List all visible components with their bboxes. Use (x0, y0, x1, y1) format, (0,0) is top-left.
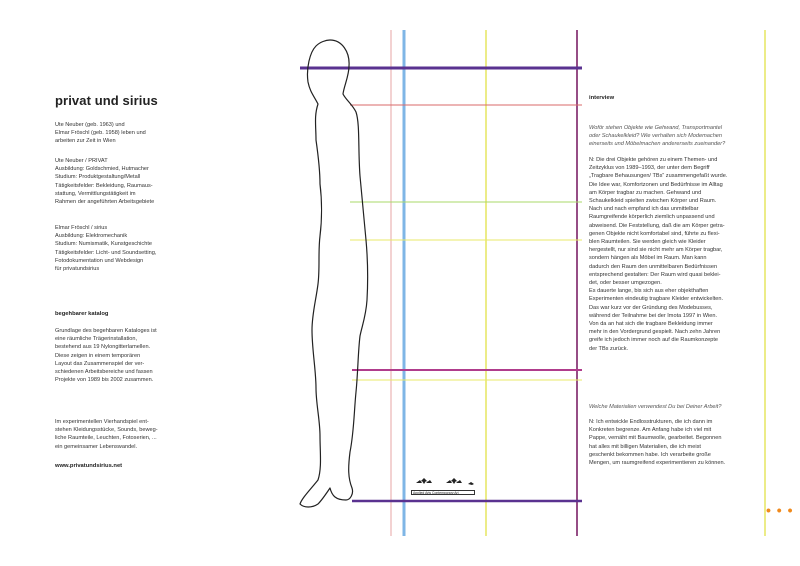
website-link[interactable]: www.privatundsirius.net (55, 463, 123, 469)
privat-line: Ute Neuber / PRIVAT (55, 158, 108, 164)
interview-heading: interview (589, 95, 615, 101)
answer-line: Zeitzyklus von 1989–1993, der unter dem Begriff (589, 165, 710, 172)
spiel-line: Im experimentellen Vierhandspiel ent- (55, 419, 149, 425)
katalog-line: Grundlage des begehbaren Kataloges ist (55, 328, 157, 334)
answer-line: sondern hängen als Möbel im Raum. Man kann (589, 255, 707, 262)
answer-line: hergestellt, nur sind sie nicht mehr am Körper tragbar, (589, 247, 723, 254)
answer-line: blen Raumteilen. Sie werden gleich wie Kleider (589, 239, 706, 246)
spiel-paragraph (55, 418, 215, 451)
question-2: Welche Materialien verwendest Du bei Deiner Arbeit? (589, 404, 722, 410)
answer-line: hat alles mit billigen Materialien, die ich meist (589, 443, 701, 450)
eagle-icon (468, 482, 474, 485)
sirius-line: Ausbildung: Elektromechanik (55, 233, 128, 240)
answer-line: Mengen, um raumgreifend experimentieren zu können. (589, 460, 726, 467)
answer-2 (589, 418, 759, 467)
privat-line: stattung, Vermittlungstätigkeit im (55, 190, 136, 197)
katalog-heading: begehbarer katalog (55, 311, 109, 317)
privat-line: Rahmen der angeführten Arbeitsgebiete (55, 199, 155, 206)
answer-line: Das war kurz vor der Gründung des Modebusses, (589, 304, 713, 311)
question-line: einerseits und Möbelmachen andererseits zueinander? (589, 141, 726, 148)
sirius-line: Elmar Fröschl / sirius (55, 225, 108, 231)
answer-line: Pappe, vernäht mit Baumwolle, gearbeitet. Begonnen (589, 435, 722, 442)
sirius-paragraph (55, 224, 215, 273)
answer-line: N: Die drei Objekte gehören zu einem Themen- und (589, 157, 718, 163)
answer-line: abweisend. Die Feststellung, daß die am Körper getra- (589, 222, 725, 229)
sirius-line: Tätigkeitsfelder: Licht- und Soundsetting, (55, 249, 157, 256)
answer-line: mehr in den Vordergrund gespielt. Nach zehn Jahren (589, 329, 721, 336)
answer-line: entsprechend gestalten: Der Raum wird quasi beklei- (589, 271, 721, 278)
answer-line: genen Objekte nicht komfortabel sind, führte zu flexi- (589, 230, 720, 237)
answer-line: det, oder besser umgezogen. (589, 280, 662, 287)
privat-line: Studium: Produktgestaltung/Metall (55, 174, 141, 181)
page-title: privat und sirius (55, 93, 158, 108)
privat-paragraph (55, 157, 215, 206)
answer-line: N: Ich entwickle Endlosstrukturen, die ich dann im (589, 419, 713, 425)
spiel-line: liche Raumteile, Leuchten, Fotoserien, ... (55, 435, 157, 442)
privat-line: Ausbildung: Goldschmied, Hutmacher (55, 166, 149, 173)
answer-line: Schaukelkleid spielten zwischen Körper und Raum. (589, 198, 717, 205)
answer-line: Konkreten begrenze. Am Anfang habe ich viel mit (589, 427, 712, 434)
katalog-line: Projekte von 1989 bis 2002 zusammen. (55, 377, 154, 384)
answer-line: geschenkt bekommen habe. Ich verarbeite große (589, 451, 711, 458)
answer-line: der TBs zurück. (589, 345, 629, 352)
answer-line: Von da an hat sich die tragbare Bekleidung immer (589, 321, 713, 328)
katalog-line: Diese zeigen in einem temporären (55, 352, 141, 359)
intro-line: Ute Neuber (geb. 1963) und (55, 122, 125, 128)
katalog-line: Layout das Zusammenspiel der ver- (55, 360, 145, 367)
answer-line: Die Idee war, Komfortzonen und Bedürfnisse im Alltag (589, 181, 723, 188)
eagle-icon (446, 478, 462, 484)
answer-line: Raumgreifende körperlich ziemlich unpassend und (589, 214, 715, 221)
answer-line: Experimenten eindeutig tragbare Kleider entwickelten. (589, 296, 724, 303)
question-line: oder Schaukelkleid? Wie verhalten sich Modemachen (589, 133, 723, 140)
answer-line: dadurch den Raum den unmittelbaren Bedürfnissen (589, 263, 718, 270)
sirius-line: für privatundsirius (55, 266, 100, 273)
intro-paragraph (55, 121, 215, 146)
answer-line: greife ich jedoch immer noch auf die Raumkonzepte (589, 337, 719, 344)
answer-line: während der Teilnahme bei der Imota 1997 in Wien. (589, 312, 718, 319)
woman-silhouette (300, 40, 368, 507)
question-line: Woför stehen Objekte wie Gehwand, Transportmantel (589, 125, 722, 131)
sirius-line: Studium: Numismatik, Kunstgeschichte (55, 241, 152, 248)
question-1 (589, 124, 759, 149)
katalog-line: schiedenen Arbeitsbereiche und fassen (55, 369, 153, 376)
answer-line: „Tragbare Behausungen/ TBs“ zusammengefaßt wurde. (589, 173, 728, 180)
sirius-line: Fotodokumentation und Webdesign (55, 257, 144, 264)
pagination-dots[interactable]: • • • (766, 502, 794, 518)
answer-line: am Körper tragbar zu machen. Gehwand und (589, 189, 702, 196)
sponsor-label: Applied Arts Contemporary Art (411, 490, 475, 495)
katalog-paragraph (55, 327, 215, 384)
katalog-line: eine räumliche Trägerinstallation, (55, 336, 138, 343)
intro-line: Elmar Fröschl (geb. 1958) leben und (55, 130, 146, 137)
spiel-line: ein gemeinsamer Lebenswandel. (55, 443, 138, 450)
eagle-icon (416, 478, 432, 484)
answer-line: Nach und nach empfand ich das unmittelbar (589, 206, 699, 213)
intro-line: arbeiten zur Zeit in Wien (55, 138, 116, 145)
answer-1 (589, 156, 759, 353)
spiel-line: stehen Kleidungsstücke, Sounds, beweg- (55, 427, 158, 434)
answer-line: Es dauerte lange, bis sich aus eher objekthaften (589, 288, 709, 295)
katalog-line: bestehend aus 19 Nylongitterlamellen. (55, 344, 151, 351)
privat-line: Tätigkeitsfelder: Bekleidung, Raumaus- (55, 182, 153, 189)
